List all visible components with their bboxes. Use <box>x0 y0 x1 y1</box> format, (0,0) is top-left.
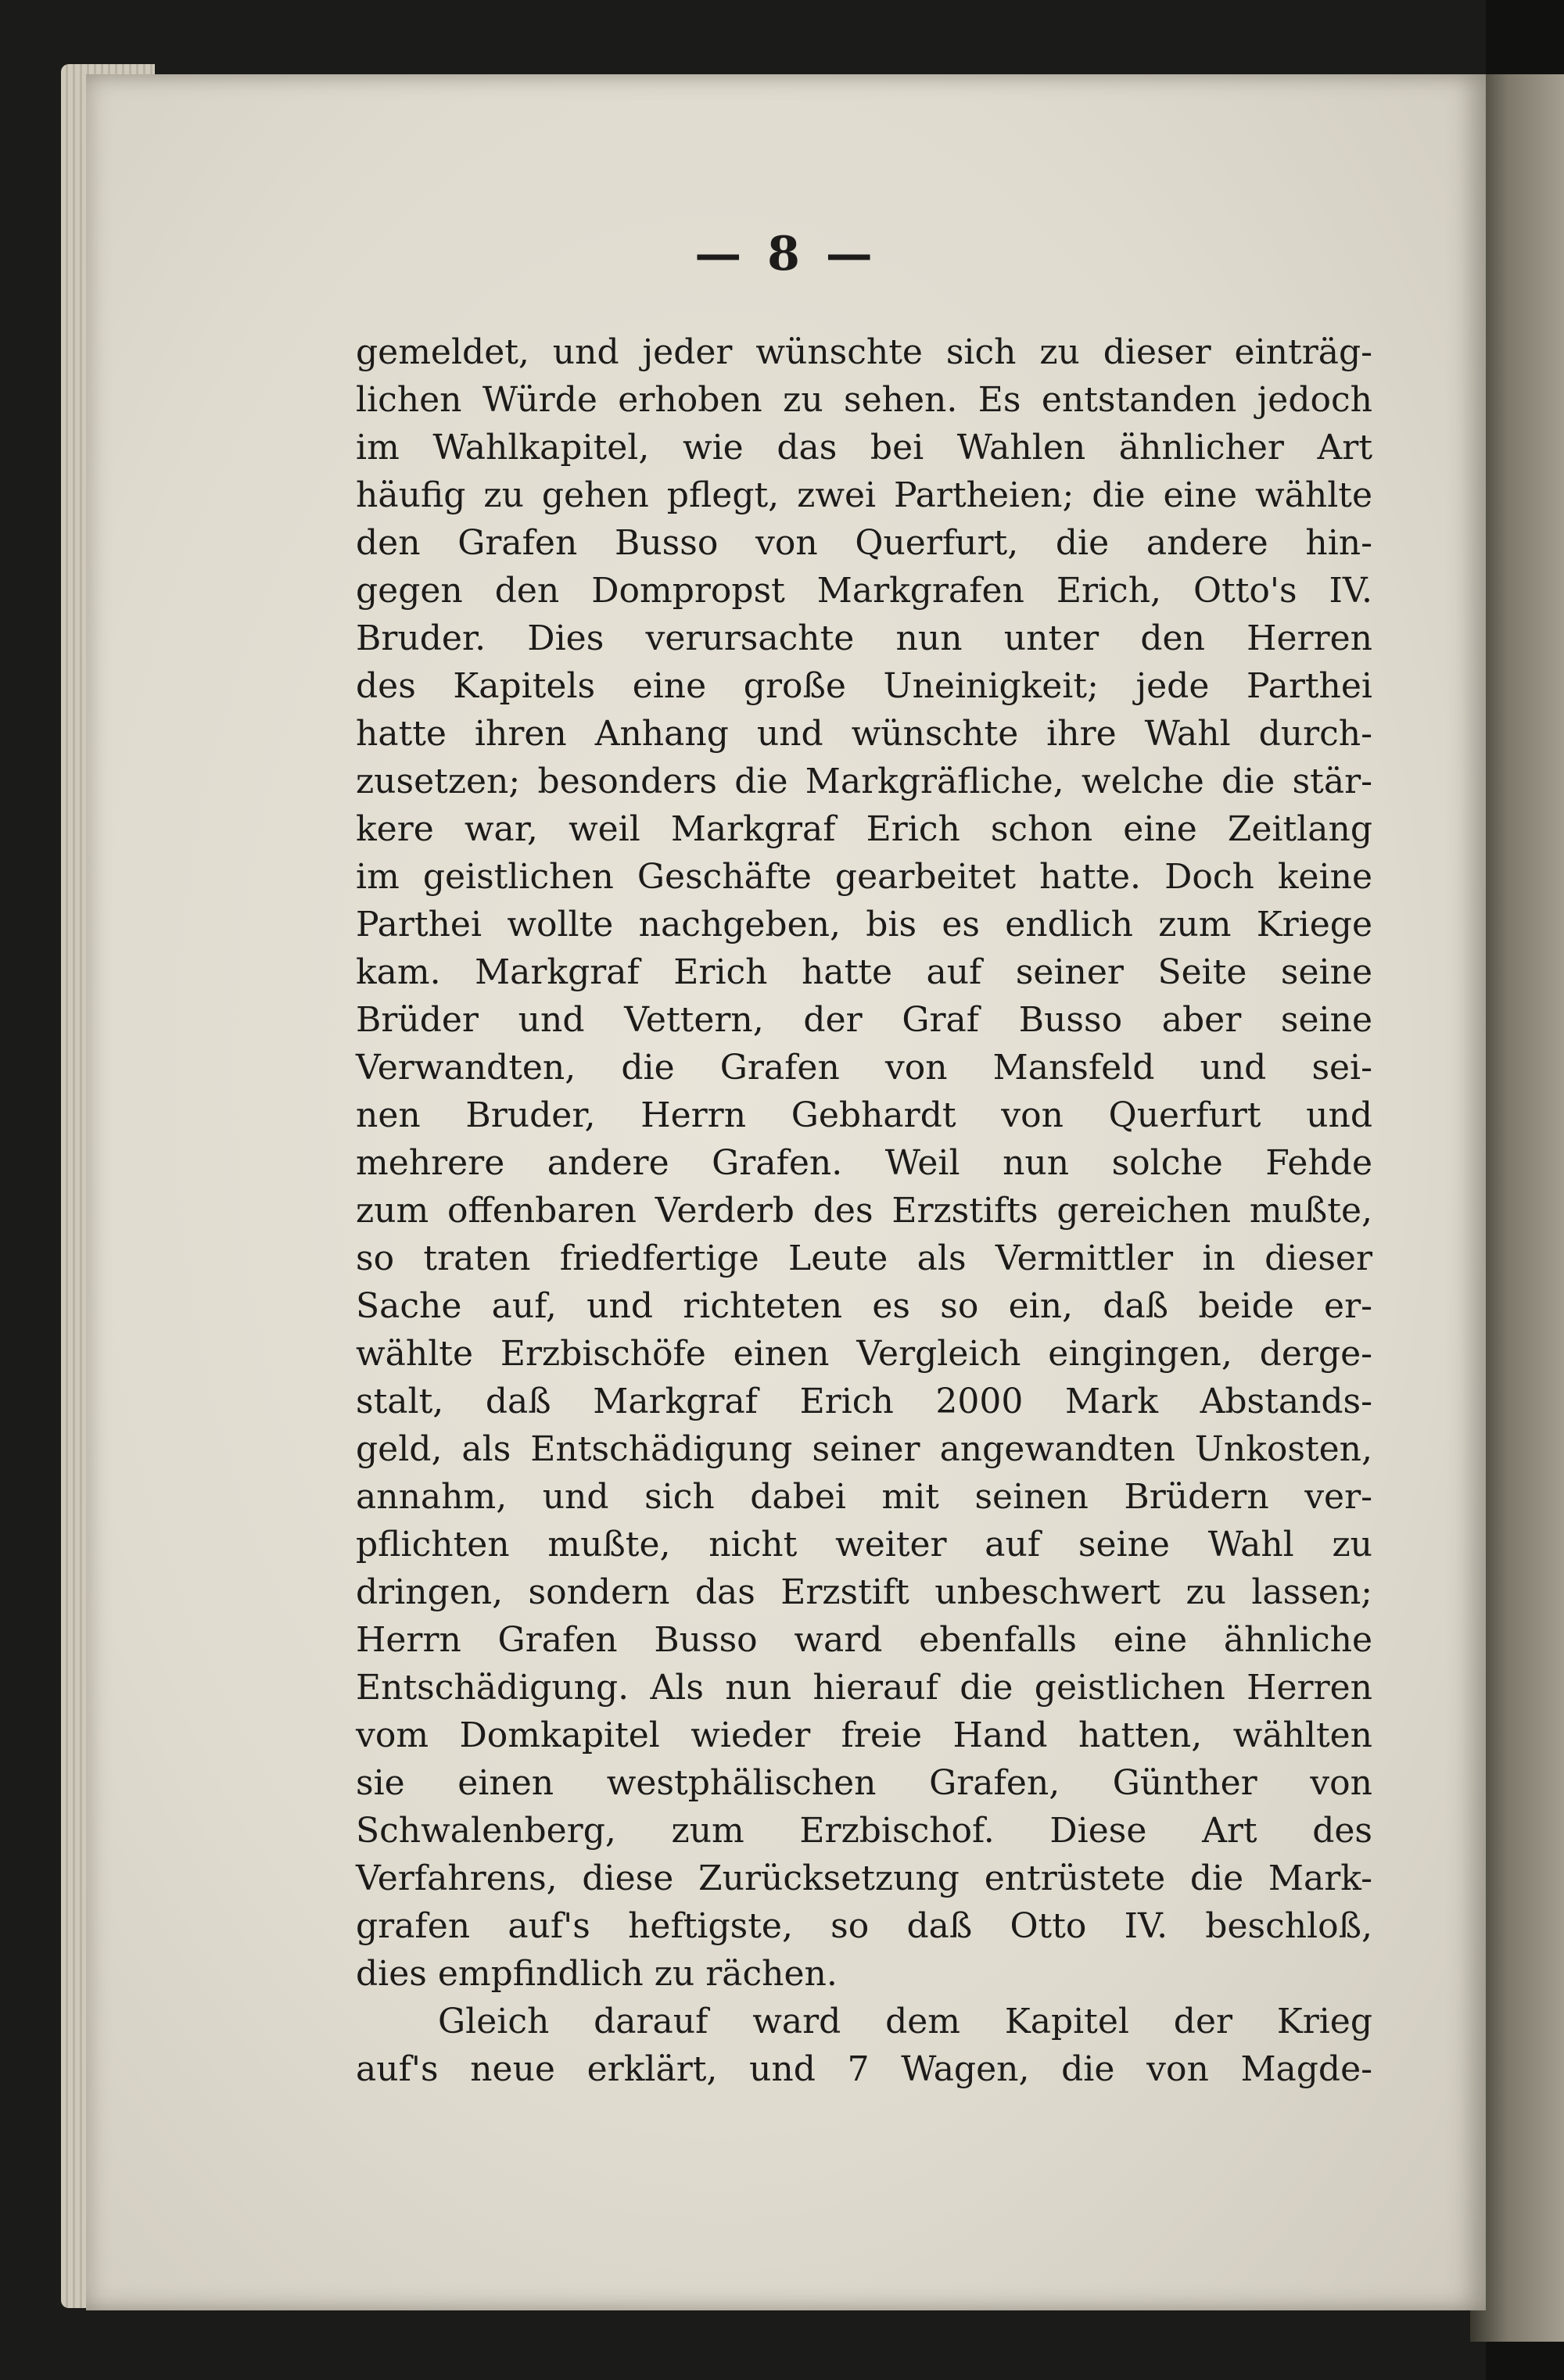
text-line: zusetzen; besonders die Markgräfliche, welche die stär- <box>356 762 1372 801</box>
text-line: gemeldet, und jeder wünschte sich zu dieser einträg- <box>356 332 1372 372</box>
text-line: zum offenbaren Verderb des Erzstifts gereichen mußte, <box>356 1191 1372 1231</box>
text-line: dies empfindlich zu rächen. <box>356 1954 838 1994</box>
text-line: sie einen westphälischen Grafen, Günther von <box>356 1763 1372 1803</box>
text-line: stalt, daß Markgraf Erich 2000 Mark Abstands- <box>356 1382 1372 1421</box>
text-line: häufig zu gehen pflegt, zwei Partheien; die eine wählte <box>356 475 1372 515</box>
text-line: Brüder und Vettern, der Graf Busso aber seine <box>356 1000 1372 1040</box>
text-line: Entschädigung. Als nun hierauf die geistlichen Herren <box>356 1668 1372 1708</box>
text-line: Sache auf, und richteten es so ein, daß beide er- <box>356 1286 1372 1326</box>
text-line: Verfahrens, diese Zurücksetzung entrüstete die Mark- <box>356 1858 1372 1898</box>
text-line: des Kapitels eine große Uneinigkeit; jede Parthei <box>356 666 1372 706</box>
text-line: vom Domkapitel wieder freie Hand hatten, wählten <box>356 1715 1372 1755</box>
body-text <box>356 328 1372 2093</box>
text-line: Herrn Grafen Busso ward ebenfalls eine ähnliche <box>356 1620 1372 1660</box>
text-line: geld, als Entschädigung seiner angewandten Unkosten, <box>356 1429 1372 1469</box>
text-line: im Wahlkapitel, wie das bei Wahlen ähnlicher Art <box>356 428 1372 468</box>
text-line: kam. Markgraf Erich hatte auf seiner Seite seine <box>356 952 1372 992</box>
page-number: — 8 — <box>694 227 877 281</box>
text-line: kere war, weil Markgraf Erich schon eine Zeitlang <box>356 809 1372 849</box>
text-line: grafen auf's heftigste, so daß Otto IV. beschloß, <box>356 1906 1372 1946</box>
text-line: mehrere andere Grafen. Weil nun solche Fehde <box>356 1143 1372 1183</box>
text-line: Verwandten, die Grafen von Mansfeld und sei- <box>356 1048 1372 1088</box>
text-line: den Grafen Busso von Querfurt, die andere hin- <box>356 523 1372 563</box>
text-line: Bruder. Dies verursachte nun unter den Herren <box>356 618 1372 658</box>
book-page <box>86 74 1486 2310</box>
text-line: wählte Erzbischöfe einen Vergleich eingingen, derge- <box>356 1334 1372 1374</box>
text-line: dringen, sondern das Erzstift unbeschwert zu lassen; <box>356 1572 1372 1612</box>
text-line: im geistlichen Geschäfte gearbeitet hatte. Doch keine <box>356 857 1372 897</box>
text-line: Gleich darauf ward dem Kapitel der Krieg <box>438 2002 1372 2041</box>
text-line: so traten friedfertige Leute als Vermittler in dieser <box>356 1238 1372 1278</box>
text-line: pflichten mußte, nicht weiter auf seine Wahl zu <box>356 1525 1372 1565</box>
text-line: Parthei wollte nachgeben, bis es endlich zum Kriege <box>356 905 1372 944</box>
text-line: Schwalenberg, zum Erzbischof. Diese Art des <box>356 1811 1372 1851</box>
text-line: auf's neue erklärt, und 7 Wagen, die von Magde- <box>356 2049 1372 2089</box>
text-line: hatte ihren Anhang und wünschte ihre Wahl durch- <box>356 714 1372 754</box>
text-line: gegen den Dompropst Markgrafen Erich, Otto's IV. <box>356 571 1372 611</box>
text-line: lichen Würde erhoben zu sehen. Es entstanden jedoch <box>356 380 1372 420</box>
text-line: annahm, und sich dabei mit seinen Brüdern ver- <box>356 1477 1372 1517</box>
text-line: nen Bruder, Herrn Gebhardt von Querfurt und <box>356 1095 1372 1135</box>
